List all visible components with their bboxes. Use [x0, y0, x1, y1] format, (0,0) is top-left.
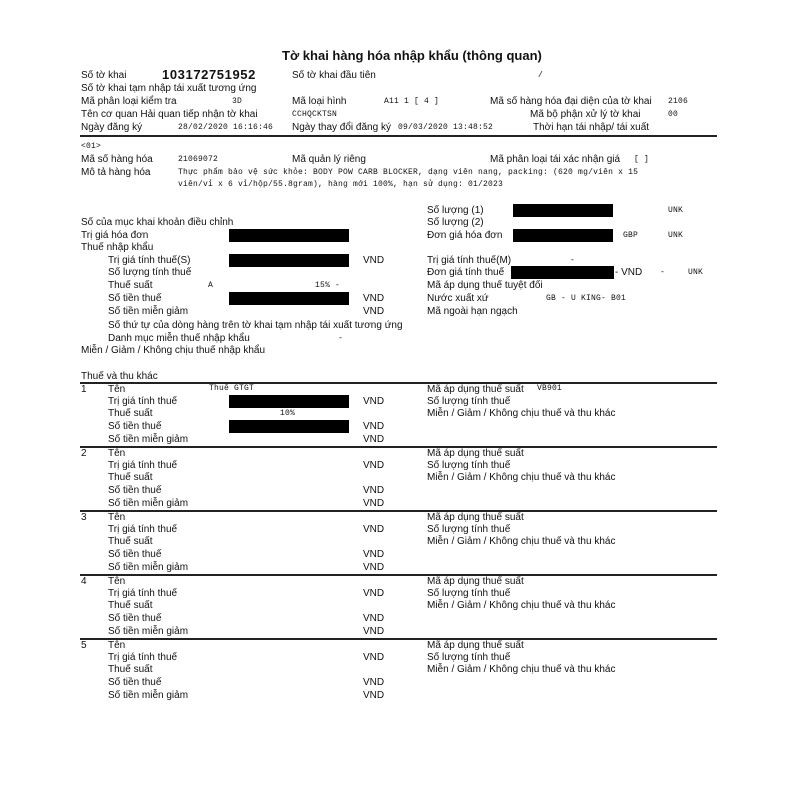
so-cua-muc-khai-label: Số của mục khai khoản điều chỉnh: [81, 217, 234, 228]
redacted-don-gia-tinh-thue: [511, 266, 614, 279]
tax-thue-suat-label: Thuế suất: [108, 408, 153, 419]
redacted-don-gia-hoa-don: [513, 229, 613, 242]
ma-phan-loai-kiem-tra-label: Mã phân loại kiểm tra: [81, 96, 177, 107]
tax-so-tien-mien-giam-currency: VND: [363, 626, 385, 637]
tax-name-label: Tên: [108, 576, 126, 587]
tax-block-number: 1: [81, 384, 87, 395]
don-gia-hoa-don-label: Đơn giá hóa đơn: [427, 230, 503, 241]
tax-block-divider-3: [80, 510, 717, 512]
ten-co-quan-hai-quan-value: CCHQCKTSN: [292, 110, 338, 119]
tax-so-tien-mien-giam-currency: VND: [363, 498, 385, 509]
ma-ap-dung-thue-tuyet-doi-label: Mã áp dụng thuế tuyệt đối: [427, 280, 543, 291]
ten-co-quan-hai-quan-label: Tên cơ quan Hải quan tiếp nhận tờ khai: [81, 109, 258, 120]
so-to-khai-dau-tien-value: /: [538, 71, 544, 80]
don-gia-currency: GBP: [623, 231, 639, 240]
so-thu-tu-dong-hang-label: Số thứ tự của dòng hàng trên tờ khai tạm nhập tái xuất tương ứng: [108, 320, 403, 331]
tax-tri-gia-currency: VND: [363, 460, 385, 471]
so-luong-1-unit: UNK: [668, 206, 684, 215]
tax-so-tien-thue-label: Số tiền thuế: [108, 677, 162, 688]
tax-so-tien-thue-label: Số tiền thuế: [108, 485, 162, 496]
tax-mien-giam-label: Miễn / Giảm / Không chịu thuế và thu khác: [427, 408, 616, 419]
thue-va-thu-khac-label: Thuế và thu khác: [81, 371, 158, 382]
so-to-khai-value: 103172751952: [162, 67, 256, 82]
so-tien-thue-currency: VND: [363, 293, 385, 304]
tax-tri-gia-tinh-thue-label: Trị giá tính thuế: [108, 460, 178, 471]
ma-loai-hinh-label: Mã loại hình: [292, 96, 347, 107]
tax-so-tien-thue-currency: VND: [363, 549, 385, 560]
so-to-khai-dau-tien-label: Số tờ khai đầu tiên: [292, 70, 376, 81]
tax-tri-gia-tinh-thue-label: Trị giá tính thuế: [108, 652, 178, 663]
nuoc-xuat-xu-label: Nước xuất xứ: [427, 293, 489, 304]
so-luong-1-label: Số lượng (1): [427, 205, 484, 216]
ngay-dang-ky-value: 28/02/2020 16:16:46: [178, 123, 274, 132]
ma-phan-loai-tai-xac-nhan-value: [ ]: [634, 155, 650, 164]
tax-ma-ap-dung-label: Mã áp dụng thuế suất: [427, 512, 524, 523]
tax-ma-ap-dung-value: VB901: [537, 384, 563, 393]
tax-ma-ap-dung-label: Mã áp dụng thuế suất: [427, 576, 524, 587]
tax-so-tien-mien-giam-label: Số tiền miễn giảm: [108, 434, 189, 445]
don-gia-tinh-thue-unit: UNK: [688, 268, 704, 277]
so-luong-tinh-thue-label: Số lượng tính thuế: [108, 267, 192, 278]
tax-so-tien-mien-giam-label: Số tiền miễn giảm: [108, 562, 189, 573]
danh-muc-mien-thue-value: -: [338, 334, 344, 343]
tax-block-number: 4: [81, 576, 87, 587]
tax-name-label: Tên: [108, 384, 126, 395]
tax-block-divider-2: [80, 446, 717, 448]
don-gia-unit: UNK: [668, 231, 684, 240]
ma-so-hang-hoa-dai-dien-label: Mã số hàng hóa đại diện của tờ khai: [490, 96, 652, 107]
mo-ta-label: Mô tả hàng hóa: [81, 167, 151, 178]
so-to-khai-label: Số tờ khai: [81, 70, 127, 81]
ma-phan-loai-tai-xac-nhan-label: Mã phân loại tái xác nhận giá: [490, 154, 621, 165]
don-gia-tinh-thue-dash: -: [660, 268, 666, 277]
mo-ta-line2: viên/vỉ x 6 vỉ/hộp/55.8gram), hàng mới 100%, hạn sử dụng: 01/2023: [178, 180, 504, 189]
don-gia-tinh-thue-vnd: - VND: [615, 267, 643, 278]
tax-tri-gia-currency: VND: [363, 396, 385, 407]
redacted-tax-tri-gia: [229, 395, 349, 408]
tax-block-divider-1: [80, 382, 717, 384]
tax-thue-suat-label: Thuế suất: [108, 536, 153, 547]
tri-gia-tinh-thue-m-label: Trị giá tính thuế(M): [427, 255, 512, 266]
ma-bo-phan-xu-ly-value: 00: [668, 110, 679, 119]
danh-muc-mien-thue-label: Danh mục miễn thuế nhập khẩu: [108, 333, 250, 344]
so-tien-mien-giam-label: Số tiền miễn giảm: [108, 306, 189, 317]
tax-block-divider-5: [80, 638, 717, 640]
mien-giam-label: Miễn / Giảm / Không chịu thuế nhập khẩu: [81, 345, 266, 356]
ma-loai-hinh-value: A11 1 [ 4 ]: [384, 97, 440, 106]
tax-tri-gia-currency: VND: [363, 524, 385, 535]
tax-tri-gia-currency: VND: [363, 652, 385, 663]
nuoc-xuat-xu-value: GB - U KING- B01: [546, 294, 627, 303]
redacted-tri-gia-hoa-don: [229, 229, 349, 242]
tax-so-tien-thue-currency: VND: [363, 485, 385, 496]
redacted-tri-gia-tinh-thue-s: [229, 254, 349, 267]
tax-thue-suat-value: 10%: [280, 409, 296, 418]
tax-block-divider-4: [80, 574, 717, 576]
tax-so-tien-mien-giam-label: Số tiền miễn giảm: [108, 626, 189, 637]
tax-so-tien-mien-giam-label: Số tiền miễn giảm: [108, 498, 189, 509]
tax-name-value: Thuế GTGT: [209, 384, 255, 393]
ngay-thay-doi-label: Ngày thay đổi đăng ký: [292, 122, 391, 133]
tax-mien-giam-label: Miễn / Giảm / Không chịu thuế và thu khác: [427, 472, 616, 483]
redacted-tax-so-tien-thue: [229, 420, 349, 433]
ma-so-hang-hoa-dai-dien-value: 2106: [668, 97, 689, 106]
ma-phan-loai-kiem-tra-value: 3D: [232, 97, 243, 106]
tax-mien-giam-label: Miễn / Giảm / Không chịu thuế và thu khác: [427, 536, 616, 547]
tri-gia-tinh-thue-s-currency: VND: [363, 255, 385, 266]
header-divider: [80, 135, 717, 137]
ngay-thay-doi-value: 09/03/2020 13:48:52: [398, 123, 494, 132]
item-index: <01>: [81, 142, 102, 151]
tax-ma-ap-dung-label: Mã áp dụng thuế suất: [427, 640, 524, 651]
tri-gia-tinh-thue-s-label: Trị giá tính thuế(S): [108, 255, 191, 266]
tax-tri-gia-tinh-thue-label: Trị giá tính thuế: [108, 396, 178, 407]
tax-thue-suat-label: Thuế suất: [108, 600, 153, 611]
tax-name-label: Tên: [108, 512, 126, 523]
tax-mien-giam-label: Miễn / Giảm / Không chịu thuế và thu khác: [427, 600, 616, 611]
tax-so-tien-mien-giam-currency: VND: [363, 562, 385, 573]
mo-ta-line1: Thực phẩm bảo vệ sức khỏe: BODY POW CARB BLOCKER, dạng viên nang, packing: (620 mg/viên x 15: [178, 168, 639, 177]
tax-tri-gia-tinh-thue-label: Trị giá tính thuế: [108, 588, 178, 599]
tax-so-luong-tinh-thue-label: Số lượng tính thuế: [427, 652, 511, 663]
redacted-so-tien-thue: [229, 292, 349, 305]
tax-ma-ap-dung-label: Mã áp dụng thuế suất: [427, 384, 524, 395]
tri-gia-hoa-don-label: Trị giá hóa đơn: [81, 230, 149, 241]
thue-suat-code: A: [208, 281, 214, 290]
tax-so-tien-mien-giam-currency: VND: [363, 690, 385, 701]
tax-so-luong-tinh-thue-label: Số lượng tính thuế: [427, 588, 511, 599]
ma-so-hang-hoa-value: 21069072: [178, 155, 219, 164]
tri-gia-tinh-thue-m-value: -: [570, 256, 576, 265]
document-title: Tờ khai hàng hóa nhập khẩu (thông quan): [282, 48, 542, 63]
so-tien-thue-label: Số tiền thuế: [108, 293, 162, 304]
ma-bo-phan-xu-ly-label: Mã bộ phận xử lý tờ khai: [530, 109, 641, 120]
so-to-khai-tam-nhap-label: Số tờ khai tạm nhập tái xuất tương ứng: [81, 83, 257, 94]
ma-ngoai-han-ngach-label: Mã ngoài hạn ngạch: [427, 306, 518, 317]
tax-tri-gia-tinh-thue-label: Trị giá tính thuế: [108, 524, 178, 535]
thoi-han-tai-nhap-label: Thời hạn tái nhập/ tái xuất: [533, 122, 650, 133]
ma-quan-ly-rieng-label: Mã quản lý riêng: [292, 154, 366, 165]
tax-mien-giam-label: Miễn / Giảm / Không chịu thuế và thu khác: [427, 664, 616, 675]
don-gia-tinh-thue-label: Đơn giá tính thuế: [427, 267, 505, 278]
tax-name-label: Tên: [108, 448, 126, 459]
tax-so-tien-thue-label: Số tiền thuế: [108, 613, 162, 624]
so-tien-mien-giam-currency: VND: [363, 306, 385, 317]
tax-thue-suat-label: Thuế suất: [108, 664, 153, 675]
tax-so-tien-mien-giam-label: Số tiền miễn giảm: [108, 690, 189, 701]
tax-so-luong-tinh-thue-label: Số lượng tính thuế: [427, 524, 511, 535]
so-luong-2-label: Số lượng (2): [427, 217, 484, 228]
tax-so-tien-thue-label: Số tiền thuế: [108, 549, 162, 560]
tax-ma-ap-dung-label: Mã áp dụng thuế suất: [427, 448, 524, 459]
tax-block-number: 3: [81, 512, 87, 523]
tax-thue-suat-label: Thuế suất: [108, 472, 153, 483]
tax-so-tien-thue-currency: VND: [363, 421, 385, 432]
tax-so-tien-mien-giam-currency: VND: [363, 434, 385, 445]
tax-so-tien-thue-currency: VND: [363, 677, 385, 688]
tax-tri-gia-currency: VND: [363, 588, 385, 599]
thue-suat-value: 15% -: [315, 281, 341, 290]
thue-suat-label: Thuế suất: [108, 280, 153, 291]
tax-block-number: 5: [81, 640, 87, 651]
tax-name-label: Tên: [108, 640, 126, 651]
tax-so-luong-tinh-thue-label: Số lượng tính thuế: [427, 460, 511, 471]
ma-so-hang-hoa-label: Mã số hàng hóa: [81, 154, 153, 165]
tax-so-tien-thue-currency: VND: [363, 613, 385, 624]
tax-so-tien-thue-label: Số tiền thuế: [108, 421, 162, 432]
thue-nhap-khau-label: Thuế nhập khẩu: [81, 242, 154, 253]
tax-so-luong-tinh-thue-label: Số lượng tính thuế: [427, 396, 511, 407]
redacted-so-luong-1: [513, 204, 613, 217]
ngay-dang-ky-label: Ngày đăng ký: [81, 122, 143, 133]
tax-block-number: 2: [81, 448, 87, 459]
